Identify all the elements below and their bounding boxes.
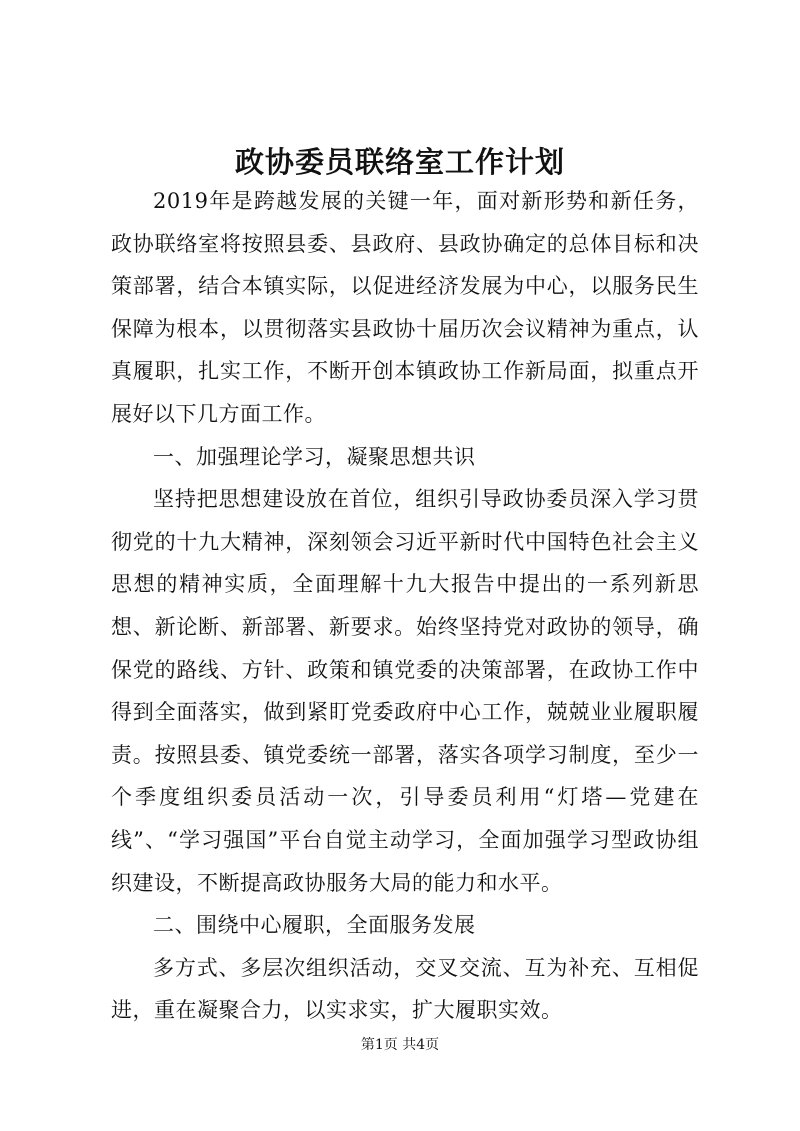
section-2-paragraph: 多方式、多层次组织活动，交叉交流、互为补充、互相促进，重在凝聚合力，以实求实，扩大履职实效。 [111,955,699,1023]
intro-paragraph: 2019年是跨越发展的关键一年，面对新形势和新任务，政协联络室将按照县委、县政府、县政协确定的总体目标和决策部署，结合本镇实际，以促进经济发展为中心，以服务民生保障为根本，以贯彻落实县政协十届历次会议精神为重点，认真履职，扎实工作，不断开创本镇政协工作新局面，拟重点开展好以下几方面工作。 [111,189,699,426]
section-1-paragraph: 坚持把思想建设放在首位，组织引导政协委员深入学习贯彻党的十九大精神，深刻领会习近平新时代中国特色社会主义思想的精神实质，全面理解十九大报告中提出的一系列新思想、新论断、新部署、新要求。始终坚持党对政协的领导，确保党的路线、方针、政策和镇党委的决策部署，在政协工作中得到全面落实，做到紧盯党委政府中心工作，兢兢业业履职履责。按照县委、镇党委统一部署，落实各项学习制度，至少一个季度组织委员活动一次，引导委员利用“灯塔—党建在线”、“学习强国”平台自觉主动学习，全面加强学习型政协组织建设，不断提高政协服务大局的能力和水平。 [111,487,699,895]
page-number-footer: 第1页 共4页 [360,1037,440,1053]
document-body [111,180,699,1032]
page-title: 政协委员联络室工作计划 [234,145,565,179]
section-heading-1: 一、加强理论学习，凝聚思想共识 [153,444,476,469]
section-heading-2: 二、围绕中心履职，全面服务发展 [153,913,476,938]
